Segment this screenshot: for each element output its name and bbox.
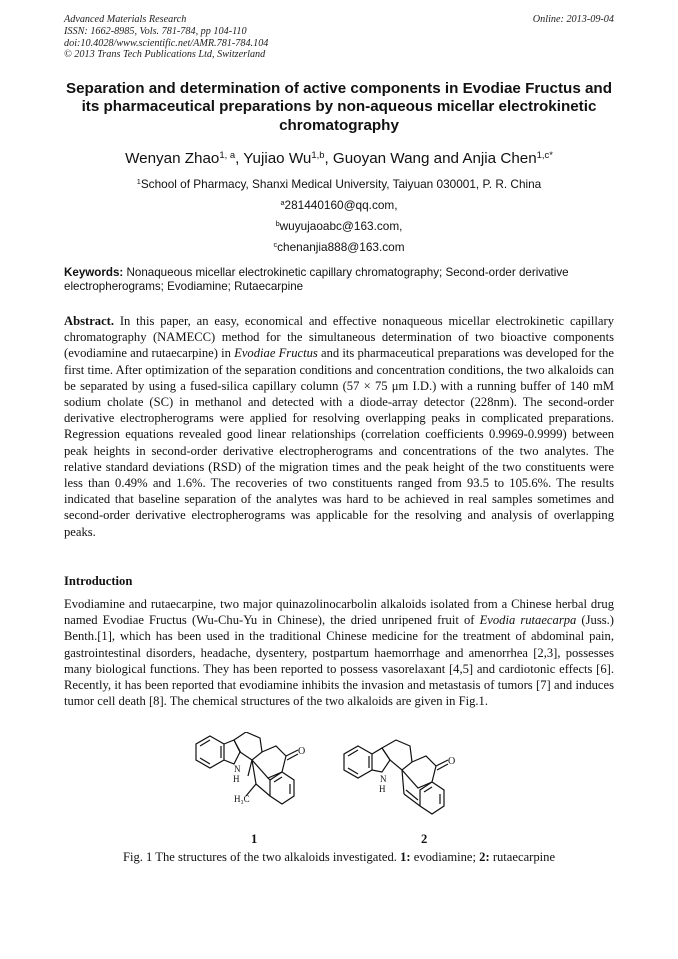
affil-mark: 1 — [136, 176, 141, 186]
email-b — [64, 219, 614, 233]
affil-text: School of Pharmacy, Shanxi Medical University, Taiyuan 030001, P. R. China — [140, 177, 542, 191]
author-separator: , — [235, 150, 244, 167]
issn-line: ISSN: 1662-8985, Vols. 781-784, pp 104-110 — [64, 25, 247, 37]
abstract-text: In this paper, an easy, economical and effective nonaqueous micellar electrokinetic capillary chromatography (NAMECC) method for the simultaneous determination of two bioactive components (evodiamine and rutaecarpine) in — [64, 314, 614, 361]
keywords-text: Nonaqueous micellar electrokinetic capillary chromatography; Second-order derivative electropherograms; Evodiamine; Rutaecarpine — [64, 266, 569, 294]
author-affil-mark: 1,b — [311, 148, 325, 160]
chemical-structures-figure — [190, 732, 490, 832]
keywords — [64, 266, 614, 295]
nh-label: N — [234, 764, 241, 774]
oxygen-label: O — [298, 746, 306, 757]
email-text: chenanjia888@163.com — [277, 240, 405, 254]
intro-text: Evodiamine and rutaecarpine, two major quinazolinocarbolin alkaloids isolated from a Chinese herbal drug named Evodiae Fructus (Wu-Chu-Yu in Chinese), the dried unripened fruit of — [64, 597, 614, 628]
author-name: Guoyan Wang and Anjia Chen — [332, 150, 537, 167]
keywords-label: Keywords: — [64, 266, 124, 279]
author-name: Yujiao Wu — [243, 150, 312, 167]
intro-text-cont: (Juss.) Benth.[1], which has been used in the traditional Chinese medicine for the treatment of abdominal pain, gastrointestinal disorders, headache, dysentery, postpartum haemorrhage and amenorrhea [2,3], possesses many biological functions. They has been reported to possess vasorelaxant [4,5] and cardiotonic effects [6]. Recently, it has been reported that evodiamine inhibits the invasion and metastasis of tumors [7] and induces tumor cell death [8]. The chemical structures of the two alkaloids are given in Fig.1. — [64, 613, 614, 709]
corresponding-mark: * — [549, 148, 553, 160]
email-text: 281440160@qq.com, — [284, 198, 398, 212]
doi-line: doi:10.4028/www.scientific.net/AMR.781-784.104 — [64, 37, 269, 49]
journal-name: Advanced Materials Research — [64, 14, 187, 25]
h-label-2: H — [379, 784, 386, 794]
author-list — [64, 149, 614, 169]
author-name: Wenyan Zhao — [125, 150, 220, 167]
email-mark: b — [275, 218, 280, 228]
caption-text: Fig. 1 The structures of the two alkaloids investigated. — [122, 850, 397, 864]
nh-label-2: N — [380, 774, 387, 784]
abstract-text-cont: and its pharmaceutical preparations was developed for the first time. After optimization of the separation conditions and concentration conditions, the two alkaloids can be separated by using a fused-silica capillary column (57 × 75 μm I.D.) with a running buffer of 140 mM sodium cholate (SC) in methanol and detected with a diode-array detector (228nm). The second-order derivative electropherograms were applied for resolving overlapping peaks in complicated preparations. Regression equations revealed good linear relationships (correlation coefficients 0.9969-0.9999) between peak heights in second-order derivative electropherograms and concentrations of the two analytes. The relative standard deviations (RSD) of the migration times and the peak height of the two constituents were less than 0.49% and 1.6%. The recoveries of two constituents ranged from 93.5 to 105.6%. The results indicated that baseline separation of the analytes was hard to be achieved in real samples sometimes and second-order derivative electropherograms was applicable for the resolving and analysis of overlapping peaks. — [64, 346, 614, 539]
introduction-text — [64, 596, 614, 709]
caption-name-2: rutaecarpine — [492, 850, 556, 864]
online-date: Online: 2013-09-04 — [532, 14, 614, 25]
abstract — [64, 313, 614, 540]
email-text: wuyujaoabc@163.com, — [279, 219, 403, 233]
figure-caption — [64, 850, 614, 865]
email-c — [64, 240, 614, 254]
email-mark: c — [273, 239, 278, 249]
structure-label-1: 1 — [251, 832, 258, 846]
caption-num-1: 1: — [400, 850, 411, 864]
email-mark: a — [280, 197, 285, 207]
caption-name-1: evodiamine; — [413, 850, 476, 864]
paper-title: Separation and determination of active components in Evodiae Fructus and its pharmaceutical preparations by non-aqueous micellar electrokinetic chromatography — [65, 80, 612, 134]
h-label: H — [233, 774, 240, 784]
author-affil-mark: 1,c — [536, 148, 550, 160]
journal-header — [64, 14, 614, 61]
email-a — [64, 198, 614, 212]
methyl-label: H₃C — [234, 794, 250, 804]
caption-num-2: 2: — [479, 850, 490, 864]
structure-label-2: 2 — [421, 832, 428, 846]
oxygen-label-2: O — [448, 756, 456, 767]
abstract-italic: Evodiae Fructus — [234, 346, 318, 361]
rutaecarpine-structure — [344, 740, 448, 814]
copyright-line: © 2013 Trans Tech Publications Ltd, Switzerland — [64, 49, 266, 61]
abstract-label: Abstract. — [64, 314, 115, 328]
author-separator: , — [324, 150, 333, 167]
intro-italic: Evodia rutaecarpa — [479, 613, 577, 628]
author-affil-mark: 1, a — [219, 148, 236, 160]
affiliation — [64, 177, 614, 191]
section-heading-introduction: Introduction — [64, 574, 133, 588]
